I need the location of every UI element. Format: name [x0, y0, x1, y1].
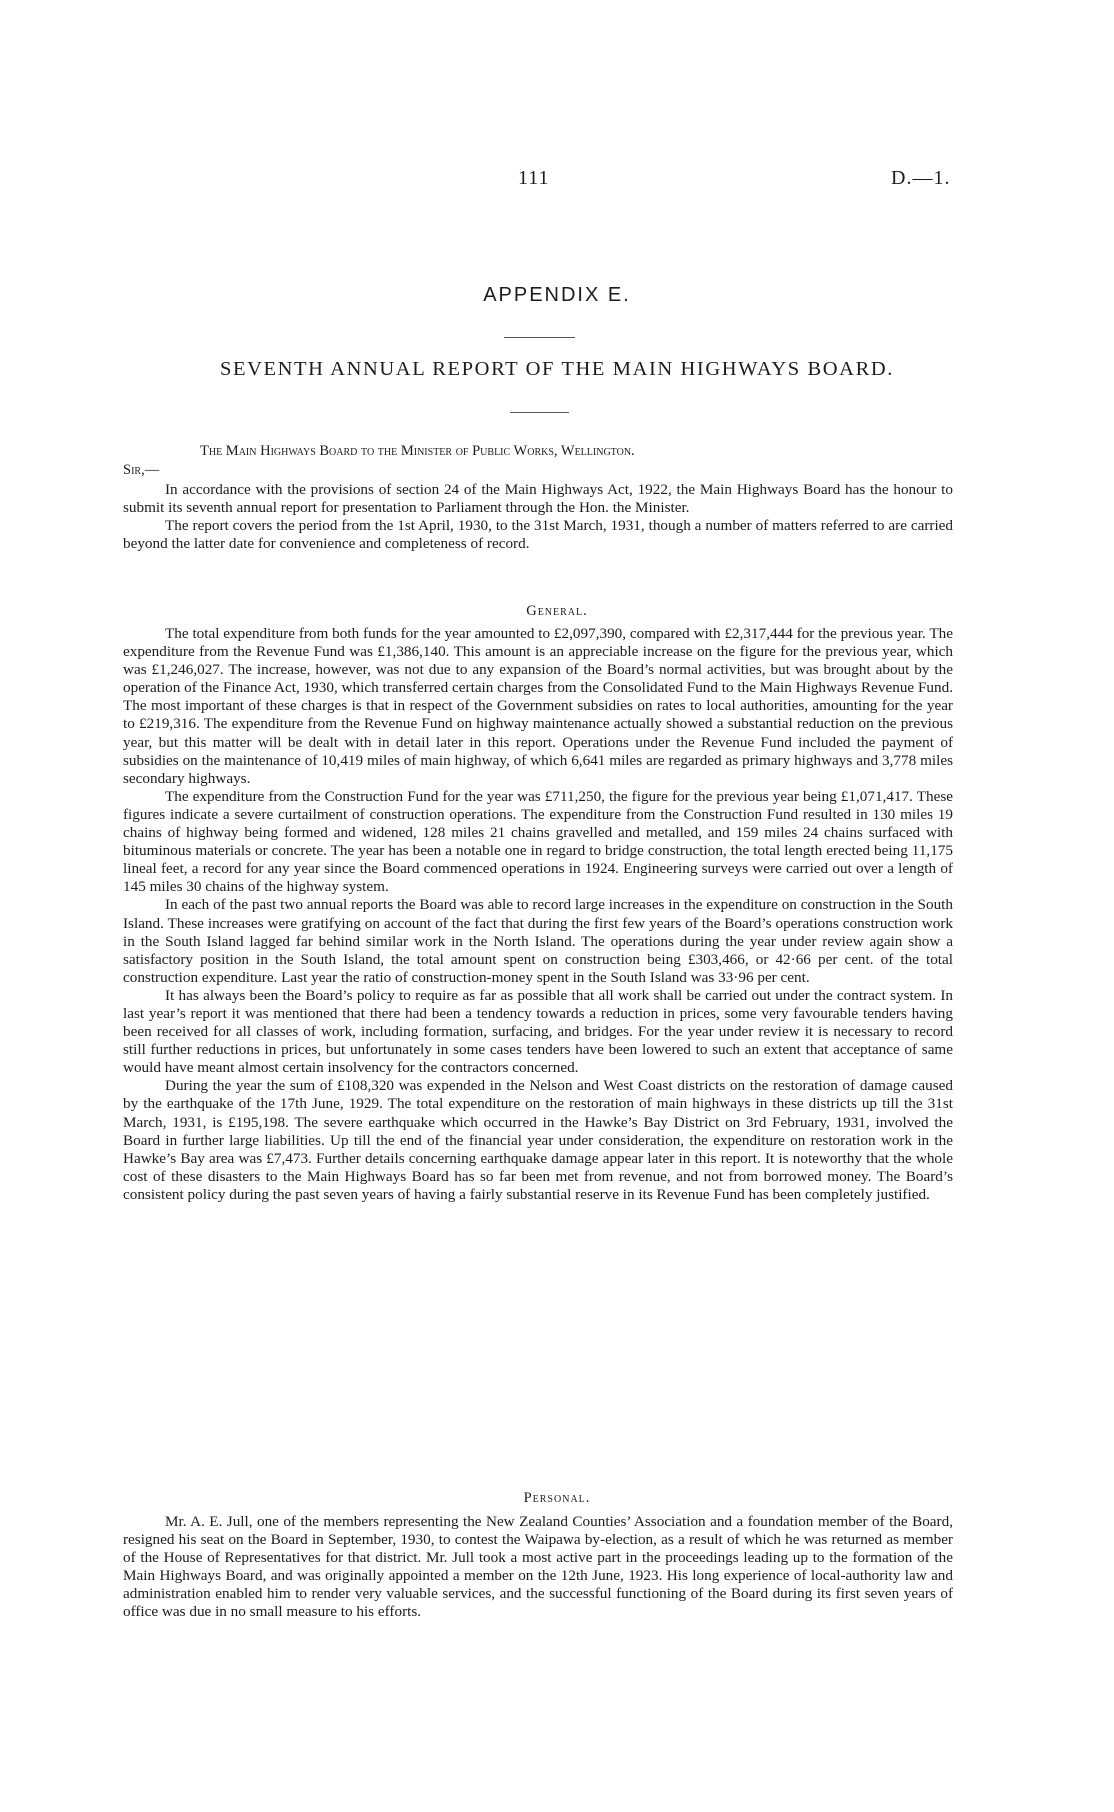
section-heading-personal: Personal. [523, 1490, 591, 1506]
paragraph: The total expenditure from both funds for the year amounted to £2,097,390, compared with £2,317,444 for the previous year. The expenditure from the Revenue Fund was £1,386,140. This amount is an appreciable increase on the figure for the previous year, which was £1,246,027. The increase, however, was not due to any expansion of the Board’s normal activities, but was brought about by the operation of the Finance Act, 1930, which transferred certain charges from the Consolidated Fund to the Main Highways Revenue Fund. The most important of these charges is that in respect of the Government subsidies on rates to local authorities, amounting for the year to £219,316. The expenditure from the Revenue Fund on highway maintenance actually showed a substantial reduction on the previous year, but this matter will be dealt with in detail later in this report. Operations under the Revenue Fund included the payment of subsidies on the maintenance of 10,419 miles of main highway, of which 6,641 miles are regarded as primary highways and 3,778 miles secondary highways. [123, 625, 953, 787]
salutation: Sir,— [123, 462, 160, 478]
divider-rule [510, 412, 569, 413]
paragraph: The expenditure from the Construction Fund for the year was £711,250, the figure for the previous year being £1,071,417. These figures indicate a severe curtailment of construction operations. The expenditure from the Construction Fund resulted in 130 miles 19 chains of highway being formed and widened, 128 miles 21 chains gravelled and metalled, and 159 miles 24 chains surfaced with bituminous materials or concrete. The year has been a notable one in regard to bridge construction, the total length erected being 11,175 lineal feet, a record for any year since the Board commenced operations in 1924. Engineering surveys were carried out over a length of 145 miles 30 chains of the highway system. [123, 787, 953, 896]
report-title: SEVENTH ANNUAL REPORT OF THE MAIN HIGHWAYS BOARD. [220, 358, 894, 380]
paragraph: During the year the sum of £108,320 was expended in the Nelson and West Coast districts on the restoration of damage caused by the earthquake of the 17th June, 1929. The total expenditure on the restoration of main highways in these districts up till the 31st March, 1931, is £195,198. The severe earthquake which occurred in the Hawke’s Bay District on 3rd February, 1931, involved the Board in further large liabilities. Up till the end of the financial year under consideration, the expenditure on restoration work in the Hawke’s Bay area was £7,473. Further details concerning earthquake damage appear later in this report. It is noteworthy that the whole cost of these disasters to the Main Highways Board has so far been met from revenue, and not from borrowed money. The Board’s consistent policy during the past seven years of having a fairly substantial reserve in its Revenue Fund has been completely justified. [123, 1077, 953, 1203]
document-reference: D.—1. [891, 167, 951, 189]
paragraph: In accordance with the provisions of section 24 of the Main Highways Act, 1922, the Main Highways Board has the honour to submit its seventh annual report for presentation to Parliament through the Hon. the Minister. [123, 481, 953, 517]
divider-rule [504, 337, 575, 338]
general-section-body [123, 625, 953, 1204]
paragraph: The report covers the period from the 1st April, 1930, to the 31st March, 1931, though a number of matters referred to are carried beyond the latter date for convenience and completeness of record. [123, 517, 953, 553]
paragraph: In each of the past two annual reports the Board was able to record large increases in the expenditure on construction in the South Island. These increases were gratifying on account of the fact that during the first few years of the Board’s operations construction work in the South Island lagged far behind similar work in the North Island. The operations during the year under review again show a satisfactory position in the South Island, the total amount spent on construction being £303,466, or 42·66 per cent. of the total construction expenditure. Last year the ratio of construction-money spent in the South Island was 33·96 per cent. [123, 896, 953, 986]
paragraph: Mr. A. E. Jull, one of the members representing the New Zealand Counties’ Association and a foundation member of the Board, resigned his seat on the Board in September, 1930, to contest the Waipawa by-election, as a result of which he was returned as member of the House of Representatives for that district. Mr. Jull took a most active part in the proceedings leading up to the formation of the Main Highways Board, and was originally appointed a member on the 12th June, 1923. His long experience of local-authority law and administration enabled him to render very valuable services, and the successful functioning of the Board during its first seven years of office was due in no small measure to his efforts. [123, 1513, 953, 1621]
appendix-heading: APPENDIX E. [483, 284, 631, 306]
paragraph: It has always been the Board’s policy to require as far as possible that all work shall be carried out under the contract system. In last year’s report it was mentioned that there had been a tendency towards a reduction in prices, some very favourable tenders having been received for all classes of work, including formation, surfacing, and bridges. For the year under review it is necessary to record still further reductions in prices, but unfortunately in some cases tenders have been lowered to such an extent that acceptance of same would have meant almost certain insolvency for the contractors concerned. [123, 986, 953, 1077]
personal-section-body [123, 1513, 953, 1622]
page-number: 111 [518, 167, 550, 189]
intro-section [123, 481, 953, 553]
section-heading-general: General. [526, 603, 588, 619]
address-line: The Main Highways Board to the Minister of Public Works, Wellington. [200, 443, 635, 459]
